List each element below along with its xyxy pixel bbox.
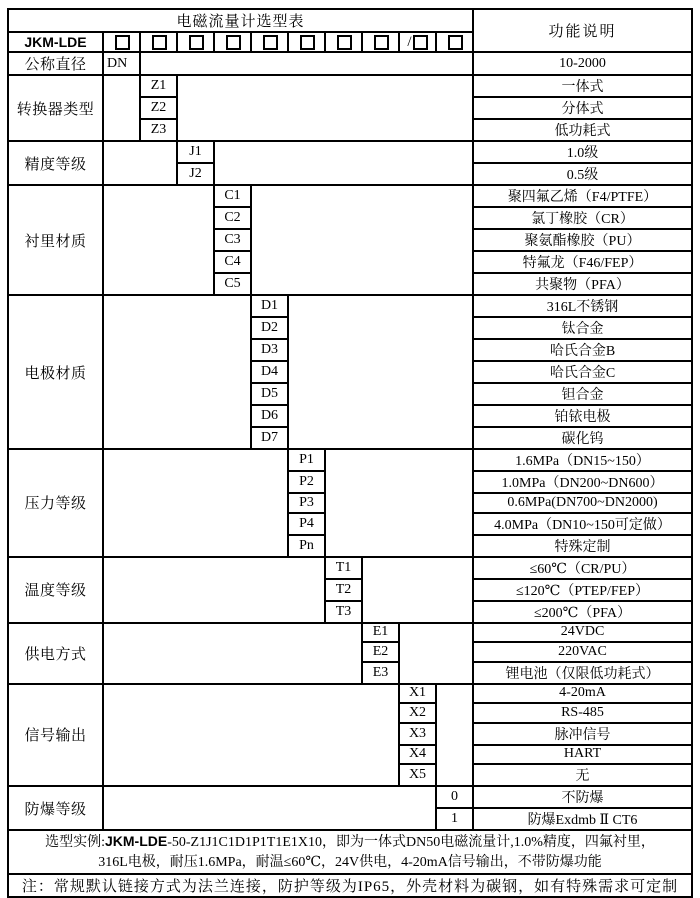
model-checkbox-cell [140,32,177,52]
checkbox-icon [337,35,352,50]
option-description: 分体式 [473,97,692,119]
spacer-cell [140,52,473,75]
spacer-cell [103,75,140,141]
model-checkbox-cell [325,32,362,52]
option-code: X2 [399,703,436,723]
checkbox-icon [152,35,167,50]
model-checkbox-cell [288,32,325,52]
option-description: 4.0MPa（DN10~150可定做） [473,513,692,535]
example-line-1 [9,831,691,853]
example-text: 选型实例: [45,835,105,850]
model-checkbox-cell [251,32,288,52]
category-label: 信号输出 [8,684,103,787]
spacer-cell [103,557,325,623]
option-code: D2 [251,317,288,339]
option-code: Pn [288,535,325,557]
option-code: P3 [288,493,325,513]
option-description: 哈氏合金B [473,339,692,361]
category-label: 精度等级 [8,141,103,185]
spacer-cell [251,185,473,295]
option-description: 防爆Exdmb Ⅱ CT6 [473,808,692,830]
option-code: D5 [251,383,288,405]
table-row [8,786,692,808]
option-code: P1 [288,449,325,471]
checkbox-icon [115,35,130,50]
option-description: 钛合金 [473,317,692,339]
option-description: 10-2000 [473,52,692,75]
option-description: 0.5级 [473,163,692,185]
option-description: 1.6MPa（DN15~150） [473,449,692,471]
option-code: Z2 [140,97,177,119]
spacer-cell [362,557,473,623]
option-code: E3 [362,662,399,684]
option-code: D3 [251,339,288,361]
option-code: E1 [362,623,399,643]
checkbox-icon [263,35,278,50]
table-row [8,830,692,874]
model-checkbox-cell [103,32,140,52]
option-code: C2 [214,207,251,229]
spacer-cell [103,786,436,830]
example-text: -50-Z1J1C1D1P1T1E1X10，即为一体式DN50电磁流量计,1.0%精度，四氟衬里， [167,835,655,850]
selection-table [7,8,693,898]
table-row [8,557,692,579]
table-row [8,185,692,207]
option-description: 钽合金 [473,383,692,405]
option-description: RS-485 [473,703,692,723]
model-checkbox-cell [214,32,251,52]
option-description: 铂铱电极 [473,405,692,427]
option-description: 无 [473,764,692,786]
category-label: 压力等级 [8,449,103,557]
table-row [8,52,692,75]
slash-separator: / [407,33,412,50]
option-description: 316L不锈钢 [473,295,692,317]
option-code: D7 [251,427,288,449]
footnote: 注：常规默认链接方式为法兰连接，防护等级为IP65，外壳材料为碳钢，如有特殊需求可定制 [8,874,692,897]
option-code: C1 [214,185,251,207]
option-code: C3 [214,229,251,251]
option-code: J2 [177,163,214,185]
option-description: 氯丁橡胶（CR） [473,207,692,229]
example-model-code: JKM-LDE [105,833,168,849]
option-description: 0.6MPa(DN700~DN2000) [473,493,692,513]
model-checkbox-cell [177,32,214,52]
spacer-cell [214,141,473,185]
option-description: ≤120℃（PTEP/FEP） [473,579,692,601]
spacer-cell [436,684,473,787]
model-checkbox-cell [362,32,399,52]
category-label: 转换器类型 [8,75,103,141]
option-description: 聚四氟乙烯（F4/PTFE） [473,185,692,207]
option-description: 4-20mA [473,684,692,704]
table-row [8,684,692,704]
option-description: HART [473,745,692,765]
table-row [8,141,692,163]
option-description: 一体式 [473,75,692,97]
option-code: E2 [362,642,399,662]
selection-example [8,830,692,874]
option-code: X5 [399,764,436,786]
option-description: 聚氨酯橡胶（PU） [473,229,692,251]
option-code: D6 [251,405,288,427]
option-code: X4 [399,745,436,765]
option-description: 脉冲信号 [473,723,692,745]
option-description: 24VDC [473,623,692,643]
category-label: 温度等级 [8,557,103,623]
option-code: 0 [436,786,473,808]
spacer-cell [103,141,177,185]
category-label: 衬里材质 [8,185,103,295]
table-row [8,9,692,32]
spacer-cell [103,623,362,684]
spacer-cell [177,75,473,141]
option-description: ≤200℃（PFA） [473,601,692,623]
spacer-cell [103,295,251,449]
spacer-cell [288,295,473,449]
option-description: ≤60℃（CR/PU） [473,557,692,579]
option-code: P2 [288,471,325,493]
model-checkbox-cell [436,32,473,52]
example-line-2: 316L电极，耐压1.6MPa，耐温≤60℃，24V供电，4-20mA信号输出，不带防爆功能 [98,855,602,870]
checkbox-icon [300,35,315,50]
option-description: 特殊定制 [473,535,692,557]
option-code: X3 [399,723,436,745]
option-code: J1 [177,141,214,163]
option-code: D4 [251,361,288,383]
table-row [8,295,692,317]
option-code: T1 [325,557,362,579]
table-row [8,75,692,97]
option-description: 哈氏合金C [473,361,692,383]
option-description: 锂电池（仅限低功耗式） [473,662,692,684]
option-code: Z3 [140,119,177,141]
spacer-cell [325,449,473,557]
option-description: 低功耗式 [473,119,692,141]
category-label: 供电方式 [8,623,103,684]
model-checkbox-cell [399,32,436,52]
table-row [8,623,692,643]
table-row [8,874,692,897]
option-code: C5 [214,273,251,295]
option-description: 不防爆 [473,786,692,808]
option-code: X1 [399,684,436,704]
option-code: 1 [436,808,473,830]
option-code: Z1 [140,75,177,97]
category-label: 公称直径 [8,52,103,75]
category-label: 防爆等级 [8,786,103,830]
page-title: 电磁流量计选型表 [8,9,473,32]
checkbox-icon [226,35,241,50]
option-description: 碳化钨 [473,427,692,449]
model-prefix-label: JKM-LDE [8,32,103,52]
option-code: C4 [214,251,251,273]
option-description: 特氟龙（F46/FEP） [473,251,692,273]
checkbox-icon [374,35,389,50]
option-code: P4 [288,513,325,535]
category-label: 电极材质 [8,295,103,449]
checkbox-icon [413,35,428,50]
option-code: D1 [251,295,288,317]
option-description: 共聚物（PFA） [473,273,692,295]
option-code: T2 [325,579,362,601]
function-description-header: 功能说明 [473,9,692,52]
checkbox-icon [189,35,204,50]
table-row [8,449,692,471]
checkbox-icon [448,35,463,50]
spacer-cell [103,684,399,787]
option-description: 1.0级 [473,141,692,163]
spacer-cell [103,449,288,557]
option-description: 1.0MPa（DN200~DN600） [473,471,692,493]
option-code: DN [103,52,140,75]
spacer-cell [399,623,473,684]
option-description: 220VAC [473,642,692,662]
spacer-cell [103,185,214,295]
option-code: T3 [325,601,362,623]
